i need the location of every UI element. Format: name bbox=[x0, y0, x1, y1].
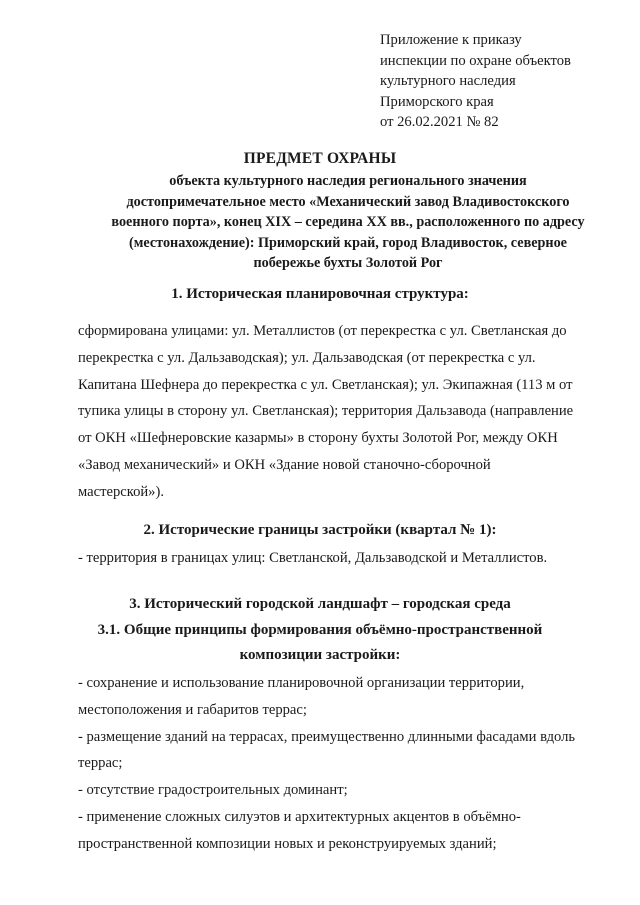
subtitle-line: (местонахождение): Приморский край, город Владивосток, северное bbox=[129, 234, 567, 251]
text-line: «Завод механический» и ОКН «Здание новой станочно-сборочной bbox=[78, 456, 491, 473]
section-1-text bbox=[78, 318, 606, 506]
subtitle-line: достопримечательное место «Механический завод Владивостокского bbox=[126, 193, 570, 210]
text-line: тупика улицы в сторону ул. Светланская); территория Дальзавода (направление bbox=[78, 403, 574, 420]
document-title: ПРЕДМЕТ ОХРАНЫ bbox=[243, 150, 397, 167]
appendix-note bbox=[380, 30, 620, 133]
appendix-line: от 26.02.2021 № 82 bbox=[380, 114, 499, 131]
subtitle-line: военного порта», конец XIX – середина XX вв., расположенного по адресу bbox=[111, 214, 585, 230]
text-line: пространственной композиции новых и реконструируемых зданий; bbox=[78, 835, 497, 852]
text-line: - размещение зданий на террасах, преимущественно длинными фасадами вдоль bbox=[78, 728, 576, 745]
section-1-heading: 1. Историческая планировочная структура: bbox=[171, 286, 469, 302]
text-line: террас; bbox=[78, 755, 123, 772]
appendix-line: Приморского края bbox=[380, 93, 494, 110]
text-line: местоположения и габаритов террас; bbox=[78, 701, 307, 718]
subtitle-line: объекта культурного наследия регионального значения bbox=[169, 173, 527, 189]
text-line: от ОКН «Шефнеровские казармы» в сторону бухты Золотой Рог, между ОКН bbox=[78, 430, 558, 447]
text-line: сформирована улицами: ул. Металлистов (от перекрестка с ул. Светланская до bbox=[78, 323, 567, 339]
section-2-text bbox=[78, 545, 606, 572]
appendix-line: культурного наследия bbox=[380, 73, 516, 90]
section-3-text bbox=[78, 670, 606, 858]
document-subtitle bbox=[78, 171, 618, 274]
section-3-1-heading: 3.1. Общие принципы формирования объёмно-пространственной bbox=[97, 622, 543, 638]
text-line: - сохранение и использование планировочной организации территории, bbox=[78, 675, 525, 691]
appendix-line: инспекции по охране объектов bbox=[380, 52, 571, 69]
section-3-heading: 3. Исторический городской ландшафт – городская среда bbox=[129, 596, 511, 612]
subtitle-line: побережье бухты Золотой Рог bbox=[253, 255, 443, 271]
appendix-line: Приложение к приказу bbox=[380, 32, 522, 48]
text-line: - отсутствие градостроительных доминант; bbox=[78, 782, 348, 799]
section-2-heading: 2. Исторические границы застройки (квартал № 1): bbox=[143, 522, 497, 538]
text-line: Капитана Шефнера до перекрестка с ул. Светланская); ул. Экипажная (113 м от bbox=[78, 376, 573, 393]
text-line: мастерской»). bbox=[78, 483, 164, 500]
text-line: - применение сложных силуэтов и архитектурных акцентов в объёмно- bbox=[78, 808, 521, 825]
section-3-1-heading-cont: композиции застройки: bbox=[239, 647, 401, 663]
text-line: перекрестка с ул. Дальзаводская); ул. Дальзаводская (от перекрестка с ул. bbox=[78, 349, 536, 366]
text-line: - территория в границах улиц: Светланской, Дальзаводской и Металлистов. bbox=[78, 550, 548, 566]
